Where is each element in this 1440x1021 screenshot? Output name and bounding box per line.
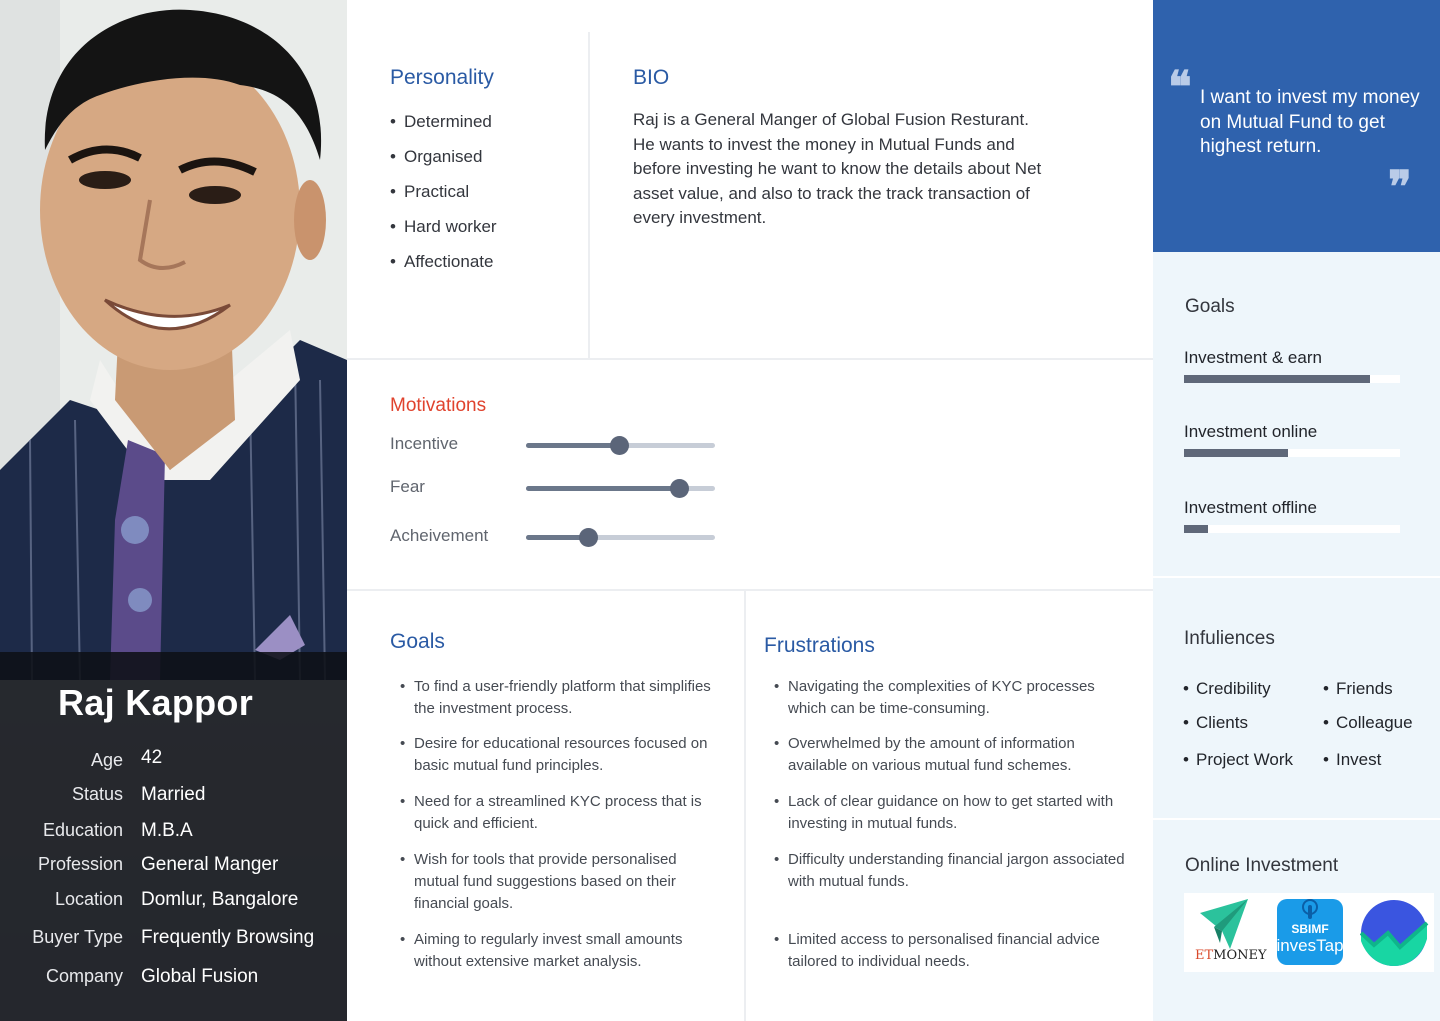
frustration-item: • Lack of clear guidance on how to get started with investing in mutual funds. [774,791,1134,835]
investap-label: invesTap [1276,936,1344,955]
slider-fill [526,486,679,491]
goal-item: • To find a user-friendly platform that simplifies the investment process. [400,676,720,720]
motivation-row-achievement [390,523,730,553]
etmoney-word-b: MONEY [1213,948,1267,963]
profile-row-buyer-type [0,927,347,957]
profile-row-profession [0,854,347,884]
slider-thumb[interactable] [610,436,629,455]
profile-photo [0,0,347,680]
goal-progress-label: Investment offline [1184,498,1317,517]
goal-progress-label: Investment online [1184,422,1318,441]
personality-item: • Determined [390,112,497,147]
app-logos-strip [1184,893,1434,972]
profile-row-location [0,889,347,919]
etmoney-app[interactable] [1184,893,1270,972]
profile-value: Married [141,784,206,805]
divider [744,591,746,1021]
progress-fill [1184,375,1370,383]
profile-label: Location [54,889,123,909]
influence-item: • Colleague [1323,713,1413,733]
frustrations-section [764,634,1134,970]
motivations-title: Motivations [390,395,487,416]
motivation-label: Fear [390,477,425,496]
motivation-slider[interactable] [526,486,715,491]
goal-progress-label: Investment & earn [1184,348,1322,367]
growth-app[interactable] [1360,893,1430,972]
goal-progress-item [1184,422,1400,462]
divider [347,358,1154,360]
progress-fill [1184,449,1288,457]
goal-item: • Aiming to regularly invest small amounts without extensive market analysis. [400,929,720,973]
slider-fill [526,443,619,448]
personality-section [390,66,497,287]
influence-item: • Friends [1323,679,1393,699]
sbimf-investap-app[interactable] [1276,893,1346,972]
personality-item: • Affectionate [390,252,497,287]
tap-hand-icon [1298,899,1322,921]
motivation-row-incentive [390,431,730,461]
profile-row-status [0,784,347,814]
profile-value: Frequently Browsing [141,927,315,948]
sbimf-label: SBIMF [1291,922,1329,936]
growth-app-logo-icon [1360,893,1430,972]
quote-text: I want to invest my money on Mutual Fund to get highest return. [1200,87,1420,157]
frustration-item: • Difficulty understanding financial jargon associated with mutual funds. [774,849,1134,893]
profile-label: Company [45,966,123,986]
goals-section [390,630,720,970]
personality-title: Personality [390,66,494,89]
goal-progress-item [1184,348,1400,388]
bio-text: Raj is a General Manger of Global Fusion Resturant. He wants to invest the money in Mutual Funds and before investing he want to know the details about Net asset value, and also to track the track transaction of every investment. [633,110,1042,227]
motivation-slider[interactable] [526,443,715,448]
motivation-label: Acheivement [390,526,489,545]
profile-label: Education [42,820,123,840]
profile-value: Domlur, Bangalore [141,889,299,910]
personality-item: • Organised [390,147,497,182]
goal-item: • Wish for tools that provide personalised mutual fund suggestions based on their financial goals. [400,849,720,915]
influences-title: Infuliences [1184,628,1275,649]
goals-progress-title: Goals [1185,296,1235,317]
profile-value: General Manger [141,854,279,875]
profile-row-age [0,747,347,780]
profile-photo-panel [0,0,347,1021]
personality-item: • Hard worker [390,217,497,252]
etmoney-word-a: ET [1195,948,1214,963]
influence-item: • Credibility [1183,679,1271,699]
profile-label: Status [71,784,123,804]
frustration-item: • Limited access to personalised financial advice tailored to individual needs. [774,929,1134,973]
divider [588,32,590,358]
profile-label: Buyer Type [32,927,123,947]
personality-item: • Practical [390,182,497,217]
goals-title: Goals [390,630,445,653]
profile-row-education [0,820,347,850]
motivation-row-fear [390,474,730,504]
profile-label: Age [90,750,123,770]
slider-thumb[interactable] [579,528,598,547]
quote-close-icon: ❞ [1388,162,1412,213]
profile-name: Raj Kappor [58,682,254,723]
profile-row-company [0,966,347,996]
goal-item: • Desire for educational resources focused on basic mutual fund principles. [400,733,720,777]
motivations-section [390,395,730,565]
profile-label: Profession [37,854,123,874]
profile-value: 42 [141,747,163,768]
divider [347,589,1154,591]
profile-value: Global Fusion [141,966,259,987]
influence-item: • Project Work [1183,750,1293,770]
influence-item: • Clients [1183,713,1248,733]
influence-item: • Invest [1323,750,1381,770]
goal-progress-item [1184,498,1400,538]
personality-list [390,112,497,287]
motivation-slider[interactable] [526,535,715,540]
quote-open-icon: ❝ [1168,62,1192,113]
goal-progress-bar [1184,525,1400,533]
frustration-item: • Navigating the complexities of KYC processes which can be time-consuming. [774,676,1134,720]
progress-fill [1184,525,1208,533]
goal-progress-bar [1184,375,1400,383]
online-investment-title: Online Investment [1185,855,1339,876]
frustration-item: • Overwhelmed by the amount of information available on various mutual fund schemes. [774,733,1134,777]
goal-progress-bar [1184,449,1400,457]
profile-value: M.B.A [141,820,193,841]
goal-item: • Need for a streamlined KYC process that is quick and efficient. [400,791,720,835]
bio-section [633,66,1053,231]
frustrations-title: Frustrations [764,634,875,657]
etmoney-wordmark [1195,948,1267,963]
bio-title: BIO [633,66,670,89]
motivation-label: Incentive [390,434,459,453]
slider-thumb[interactable] [670,479,689,498]
